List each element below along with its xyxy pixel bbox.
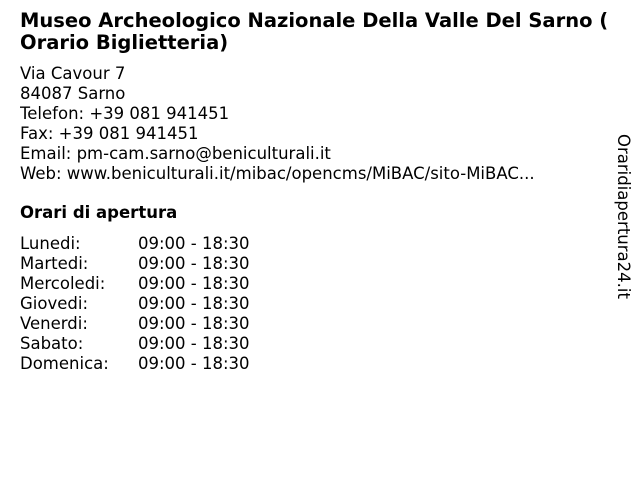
hours-value: 09:00 - 18:30 [138,294,250,313]
site-watermark: Oraridiapertura24.it [614,134,633,299]
day-label: Domenica: [20,354,109,373]
day-label: Lunedi: [20,234,81,253]
museum-title: Museo Archeologico Nazionale Della Valle Del Sarno ( Orario Biglietteria) [20,9,609,54]
hours-row-sunday [20,354,250,374]
hours-value: 09:00 - 18:30 [138,254,250,273]
hours-value: 09:00 - 18:30 [138,274,250,293]
address-street: Via Cavour 7 [20,64,126,83]
opening-hours-heading: Orari di apertura [20,203,178,222]
hours-value: 09:00 - 18:30 [138,314,250,333]
day-label: Mercoledi: [20,274,106,293]
hours-row-monday [20,234,250,254]
hours-row-friday [20,314,250,334]
hours-row-saturday [20,334,250,354]
day-label: Giovedi: [20,294,88,313]
contact-block [20,64,590,184]
opening-hours-table [20,234,250,374]
website-url: Web: www.beniculturali.it/mibac/opencms/MiBAC/sito-MiBAC... [20,164,535,183]
day-label: Venerdi: [20,314,88,333]
day-label: Martedi: [20,254,89,273]
day-label: Sabato: [20,334,84,353]
hours-value: 09:00 - 18:30 [138,234,250,253]
phone-number: Telefon: +39 081 941451 [20,104,230,123]
hours-row-tuesday [20,254,250,274]
hours-value: 09:00 - 18:30 [138,354,250,373]
fax-number: Fax: +39 081 941451 [20,124,199,143]
address-city: 84087 Sarno [20,84,126,103]
hours-row-thursday [20,294,250,314]
hours-value: 09:00 - 18:30 [138,334,250,353]
hours-row-wednesday [20,274,250,294]
email-address: Email: pm-cam.sarno@beniculturali.it [20,144,331,163]
